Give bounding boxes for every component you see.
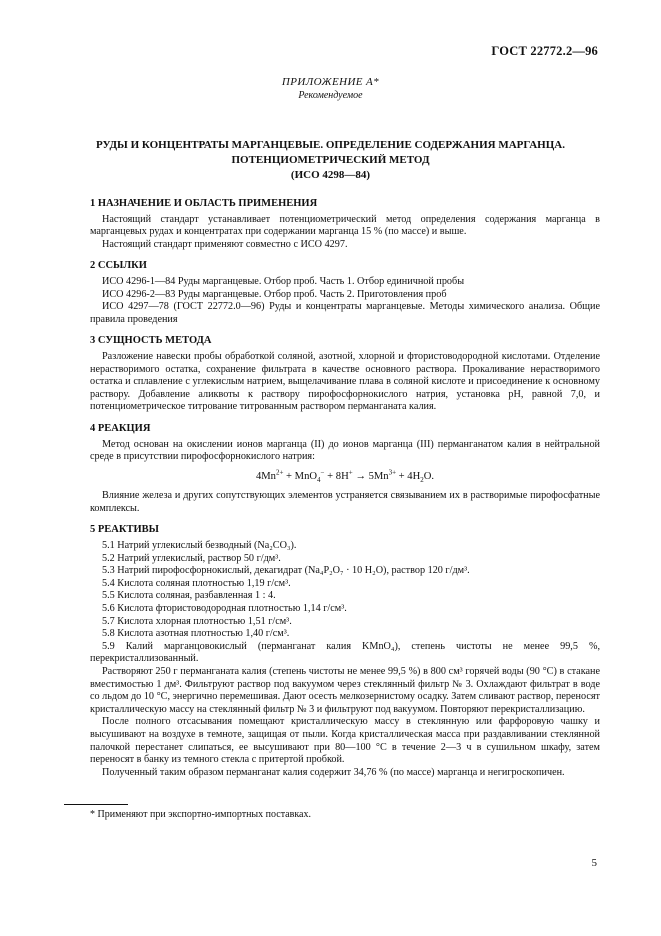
section-1-paragraph: Настоящий стандарт устанавливает потенциометрический метод определения содержания марганца в марганцевых рудах и концентратах при содержании марганца 15 % (по массе) и выше.: [90, 213, 600, 238]
section-4-paragraph: Влияние железа и других сопутствующих элементов устраняется связыванием их в растворимые пирофосфатные комплексы.: [90, 490, 600, 514]
title-line-1: РУДЫ И КОНЦЕНТРАТЫ МАРГАНЦЕВЫЕ. ОПРЕДЕЛЕНИЕ СОДЕРЖАНИЯ МАРГАНЦА.: [96, 139, 565, 151]
section-1-paragraph: Настоящий стандарт применяют совместно с ИСО 4297.: [102, 238, 348, 250]
appendix-label: ПРИЛОЖЕНИЕ А*: [281, 76, 380, 88]
section-3-paragraph: Разложение навески пробы обработкой соляной, азотной, хлорной и фтористоводородной кислотами. Отделение нерастворимого остатка, сохранение фильтрата в качестве основного раствора. Прокаливание нерастворимого остатка и сплавление с углекислым натрием, выщелачивание плава в соляной кислоте и присоединение к основному раствору. Добавление аликвоты к раствору пирофосфорнокислого натрия, установка рН, равной 7,0, и потенциометрическое титрование титрованным раствором перманганата калия.: [90, 350, 600, 413]
reagent-item: 5.6 Кислота фтористоводородная плотностью 1,14 г/см³.: [102, 603, 347, 615]
reagent-item: 5.5 Кислота соляная, разбавленная 1 : 4.: [102, 590, 276, 602]
reagent-item: 5.4 Кислота соляная плотностью 1,19 г/см³.: [102, 577, 291, 589]
reference-item: ИСО 4296-2—83 Руды марганцевые. Отбор проб. Часть 2. Приготовления проб: [102, 288, 447, 300]
reagent-item: 5.7 Кислота хлорная плотностью 1,51 г/см³.: [102, 615, 292, 627]
reagent-item: 5.2 Натрий углекислый, раствор 50 г/дм³.: [102, 552, 281, 564]
standard-header: ГОСТ 22772.2—96: [491, 44, 598, 58]
footnote: * Применяют при экспортно-импортных поставках.: [90, 809, 311, 820]
title-line-2: ПОТЕНЦИОМЕТРИЧЕСКИЙ МЕТОД: [231, 154, 430, 166]
page-number: 5: [591, 857, 597, 869]
reagent-item: 5.9 Калий марганцовокислый (перманганат калия KMnO₄), степень чистоты не менее 99,5 %, перекристаллизованный.: [90, 640, 600, 665]
reaction-equation: $4Mn^{2+} + MnO_4^- + 8H^+ \to 5Mn^{3+} + 4H_2O$.: [255, 468, 435, 484]
section-5-paragraph: Полученный таким образом перманганат калия содержит 34,76 % (по массе) марганца и негигроскопичен.: [102, 766, 565, 778]
section-5-heading: 5 РЕАКТИВЫ: [90, 524, 159, 536]
reference-item: ИСО 4297—78 (ГОСТ 22772.0—96) Руды и концентраты марганцевые. Методы химического анализа. Общие правила проведения: [90, 301, 600, 325]
footnote-divider: [64, 804, 128, 805]
section-3-heading: 3 СУЩНОСТЬ МЕТОДА: [90, 335, 212, 347]
reagents-list: [90, 540, 600, 641]
reagent-item: 5.1 Натрий углекислый безводный (Na₂CO₃).: [102, 540, 297, 552]
reagent-item: 5.3 Натрий пирофосфорнокислый, декагидрат (Na₄P₂O₇ · 10 H₂O), раствор 120 г/дм³.: [102, 565, 470, 577]
section-1-heading: 1 НАЗНАЧЕНИЕ И ОБЛАСТЬ ПРИМЕНЕНИЯ: [90, 198, 318, 209]
section-2-heading: 2 ССЫЛКИ: [90, 260, 147, 272]
section-5-paragraph: Растворяют 250 г перманганата калия (степень чистоты не менее 99,5 %) в 800 см³ горячей воды (90 °С) в стакане вместимостью 1 дм³. Фильтруют раствор под вакуумом через стеклянный фильтр № 3. Охлаждают фильтрат в воде со льдом до 10 °С, энергично перемешивая. Дают осесть мелкозернистому осадку. Затем сливают раствор, переносят кристаллическую массу на стеклянный фильтр № 3 и фильтруют под вакуумом. Повторяют перекристаллизацию.: [90, 666, 600, 715]
reference-item: ИСО 4296-1—84 Руды марганцевые. Отбор проб. Часть 1. Отбор единичной пробы: [102, 275, 465, 287]
appendix-note: Рекомендуемое: [298, 90, 363, 101]
document-body: [90, 198, 600, 779]
section-5-paragraph: После полного отсасывания помещают кристаллическую массу в стеклянную или фарфоровую чашку и высушивают на воздухе в темноте, защищая от пыли. Когда кристаллическая масса при раздавливании стеклянной палочкой перестанет слипаться, ее высушивают при 80—100 °С в течение 2—3 ч в сушильном шкафу, затем переносят в банку из темного стекла с притертой пробкой.: [90, 716, 600, 766]
title-line-3: (ИСО 4298—84): [290, 169, 371, 181]
section-4-heading: 4 РЕАКЦИЯ: [90, 422, 151, 434]
reagent-item: 5.8 Кислота азотная плотностью 1,40 г/см³.: [102, 628, 290, 640]
section-4-paragraph: Метод основан на окислении ионов марганца (II) до ионов марганца (III) перманганатом калия в нейтральной среде в присутствии пирофосфорнокислого натрия:: [90, 438, 600, 463]
